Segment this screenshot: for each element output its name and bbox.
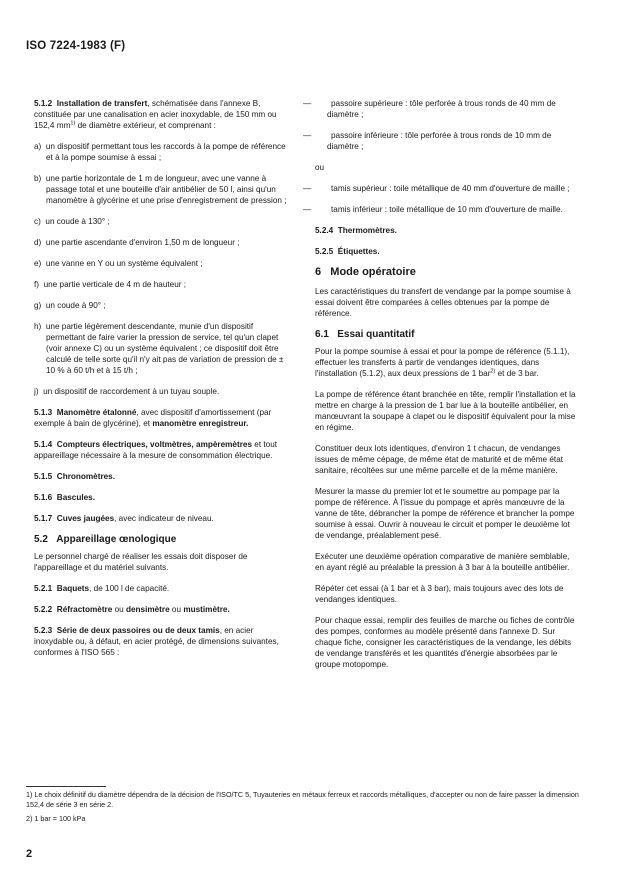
section-5-2-1 xyxy=(34,583,292,594)
list-item-f xyxy=(34,279,292,290)
section-5-2-5 xyxy=(315,246,577,257)
or-text: ou xyxy=(315,163,325,172)
section-text: de diamètre extérieur, et comprenant : xyxy=(75,121,216,130)
section-number: 5.2.3 xyxy=(34,626,53,635)
section-title: Manomètre étalonné xyxy=(56,408,137,417)
section-5-2-heading xyxy=(34,534,292,545)
item-text: un coude à 90° ; xyxy=(45,301,106,310)
footnote-ref: 2) xyxy=(490,368,496,375)
section-text: et tout appareillage nécessaire à la mesure de consommation électrique. xyxy=(34,440,278,460)
item-text: une partie ascendante d'environ 1,50 m de longueur ; xyxy=(45,238,240,247)
dash-item xyxy=(303,130,577,152)
footnote-2: 2) 1 bar = 100 kPa xyxy=(26,814,86,823)
section-text: , de 100 l de capacité. xyxy=(89,584,170,593)
section-5-1-6 xyxy=(34,492,292,503)
list-item-d xyxy=(34,237,292,248)
section-5-1-3 xyxy=(34,407,292,429)
section-number: 6.1 xyxy=(315,329,329,340)
paragraph-1 xyxy=(315,346,577,379)
section-text: ou xyxy=(112,605,126,614)
dash-marker: — xyxy=(303,99,312,108)
left-column xyxy=(34,98,292,668)
section-title: Série de deux passoires ou de deux tamis xyxy=(56,626,220,635)
item-text: passoire supérieure : tôle perforée à trous ronds de 40 mm de diamètre ; xyxy=(327,99,556,119)
section-5-1-7 xyxy=(34,513,292,524)
section-5-1-5 xyxy=(34,471,292,482)
section-number: 5.1.7 xyxy=(34,514,53,523)
item-label: d) xyxy=(34,238,42,247)
section-number: 5.1.6 xyxy=(34,493,53,502)
section-number: 5.2.2 xyxy=(34,605,53,614)
item-label: b) xyxy=(34,174,42,183)
list-item-a xyxy=(34,141,292,163)
section-text: , avec dispositif d'amortissement (par exemple à bain de glycérine), et xyxy=(34,408,272,428)
section-title: Chronomètres. xyxy=(56,472,116,481)
item-label: h) xyxy=(34,322,42,331)
paragraph-3: Constituer deux lots identiques, d'environ 1 t chacun, de vendanges issues de même cépage, de même état de maturité et de même état sanitaire, récoltées sur une même parcelle et de la même manière. xyxy=(315,444,564,475)
section-title: Étiquettes. xyxy=(337,247,380,256)
footnote-ref: 1) xyxy=(70,120,76,127)
section-5-1-2 xyxy=(34,98,292,131)
item-text: une vanne en Y ou un système équivalent ; xyxy=(45,259,203,268)
item-text: une partie légèrement descendante, munie d'un dispositif permettant de faire varier la pression de service, tel qu'un clapet (voir annexe C) ou un système équivalent ; ce dispositif doit être calculé de telle sorte qu'il n'y ait pas de variation de pression de ± 10 % à 60 t/h et à 15 t/h ; xyxy=(45,322,284,375)
list-item-e xyxy=(34,258,292,269)
item-label: a) xyxy=(34,142,42,151)
section-5-2-text: Le personnel chargé de réaliser les essais doit disposer de l'appareillage et du matériel suivants. xyxy=(34,552,248,572)
item-label: g) xyxy=(34,301,42,310)
section-title: Compteurs électriques, voltmètres, ampèremètres xyxy=(56,440,252,449)
item-label: f) xyxy=(34,280,40,289)
item-text: une partie verticale de 4 m de hauteur ; xyxy=(43,280,187,289)
paragraph-5: Exécuter une deuxième opération comparative de manière semblable, en ayant réglé au préalable la pression à 3 bar à la bouteille antibélier. xyxy=(315,552,570,572)
section-title: Mode opératoire xyxy=(330,266,416,278)
list-item-g xyxy=(34,300,292,311)
paragraph-7: Pour chaque essai, remplir des feuilles de marche ou fiches de contrôle des pompes, conformes au modèle présenté dans l'annexe D. Sur chaque fiche, consigner les caractéristiques de la vendange, les débits de vendange transférés et les quantités d'énergie absorbées par le groupe motopompe. xyxy=(315,616,575,669)
item-text: tamis supérieur : toile métallique de 40 mm d'ouverture de maille ; xyxy=(331,184,570,193)
footnote-divider xyxy=(26,786,106,787)
section-text: , avec indicateur de niveau. xyxy=(114,514,214,523)
section-6-text: Les caractéristiques du transfert de vendange par la pompe soumise à essai doivent être comparées à celles obtenues par la pompe de référence. xyxy=(315,287,571,318)
list-item-b xyxy=(34,173,292,206)
item-label: e) xyxy=(34,259,42,268)
section-title: Baquets xyxy=(56,584,90,593)
section-title: Réfractomètre xyxy=(56,605,113,614)
document-header: ISO 7224-1983 (F) xyxy=(26,40,126,52)
section-6-heading xyxy=(315,267,577,278)
list-item-j xyxy=(34,386,292,397)
dash-item xyxy=(303,98,577,120)
section-title: manomètre enregistreur. xyxy=(152,419,249,428)
list-item-c xyxy=(34,216,292,227)
section-number: 5.1.3 xyxy=(34,408,53,417)
dash-item xyxy=(303,204,577,215)
section-title: Installation de transfert xyxy=(56,99,148,108)
footnote-1: 1) Le choix définitif du diamètre dépendra de la décision de l'ISO/TC 5, Tuyauteries en métaux ferreux et raccords métalliques, d'accepter ou non de faire passer la dimension 152,4 de série 3 en série 2. xyxy=(26,790,579,809)
section-number: 6 xyxy=(315,266,322,278)
paragraph-6: Répéter cet essai (à 1 bar et à 3 bar), mais toujours avec des lots de vendanges identiques. xyxy=(315,584,564,604)
dash-marker: — xyxy=(303,205,312,214)
section-number: 5.1.4 xyxy=(34,440,53,449)
dash-marker: — xyxy=(303,131,312,140)
item-text: un dispositif permettant tous les raccords à la pompe de référence et à la pompe soumise à essai ; xyxy=(45,142,286,162)
section-number: 5.1.2 xyxy=(34,99,53,108)
section-title: Cuves jaugées xyxy=(56,514,115,523)
section-text: ou xyxy=(169,605,184,614)
section-title: Bascules. xyxy=(56,493,96,502)
section-text: , schématisée dans l'annexe B, constituée par une canalisation en acier inoxydable, de 150 mm ou 152,4 mm xyxy=(34,99,277,130)
item-text: passoire inférieure : tôle perforée à trous ronds de 10 mm de diamètre ; xyxy=(327,131,552,151)
item-label: j) xyxy=(34,387,39,396)
item-text: un dispositif de raccordement à un tuyau souple. xyxy=(43,387,220,396)
section-title: Thermomètres. xyxy=(337,226,397,235)
item-text: une partie horizontale de 1 m de longueur, avec une vanne à passage total et une bouteille d'air antibélier de 50 l, ainsi qu'un manomètre à glycérine et une prise d'enregistrement de pression ; xyxy=(45,174,287,205)
section-6-1-heading xyxy=(315,329,577,340)
section-number: 5.2 xyxy=(34,534,48,545)
paragraph-text: et de 3 bar. xyxy=(495,369,539,378)
dash-item xyxy=(303,183,577,194)
section-number: 5.2.1 xyxy=(34,584,53,593)
section-title: mustimètre. xyxy=(183,605,230,614)
paragraph-2: La pompe de référence étant branchée en tête, remplir l'installation et la mettre en charge à la pression de 1 bar lue à la bouteille antibélier, en manœuvrant la soupape à clapet ou le dispositif équivalent pour la mise en régime. xyxy=(315,390,576,432)
section-title: Essai quantitatif xyxy=(337,329,415,340)
section-number: 5.1.5 xyxy=(34,472,53,481)
section-title: Appareillage œnologique xyxy=(56,534,177,545)
section-number: 5.2.5 xyxy=(315,247,334,256)
item-text: tamis inférieur : toile métallique de 10 mm d'ouverture de maille. xyxy=(331,205,563,214)
section-5-2-3 xyxy=(34,625,292,658)
section-5-1-4 xyxy=(34,439,292,461)
section-title: densimètre xyxy=(125,605,170,614)
item-label: c) xyxy=(34,217,41,226)
section-5-2-2 xyxy=(34,604,292,615)
section-number: 5.2.4 xyxy=(315,226,334,235)
page-number: 2 xyxy=(26,848,33,860)
dash-marker: — xyxy=(303,184,312,193)
paragraph-text: Pour la pompe soumise à essai et pour la pompe de référence (5.1.1), effectuer les transferts à partir de vendanges identiques, dans l'installation (5.1.2), aux deux pressions de 1 bar xyxy=(315,347,570,378)
item-text: un coude à 130° ; xyxy=(45,217,110,226)
section-text: , en acier inoxydable ou, à défaut, en acier protégé, de dimensions suivantes, conformes à l'ISO 565 : xyxy=(34,626,279,657)
section-5-2-4 xyxy=(315,225,577,236)
paragraph-4: Mesurer la masse du premier lot et le soumettre au pompage par la pompe de référence. À l'issue du pompage et après manœuvre de la vanne de tête, débrancher la pompe de référence et brancher la pompe soumise à essai. Ouvrir à nouveau le circuit et pomper le deuxième lot de vendange, préalablement pesé. xyxy=(315,487,575,540)
list-item-h xyxy=(34,321,292,376)
right-column xyxy=(303,98,577,680)
